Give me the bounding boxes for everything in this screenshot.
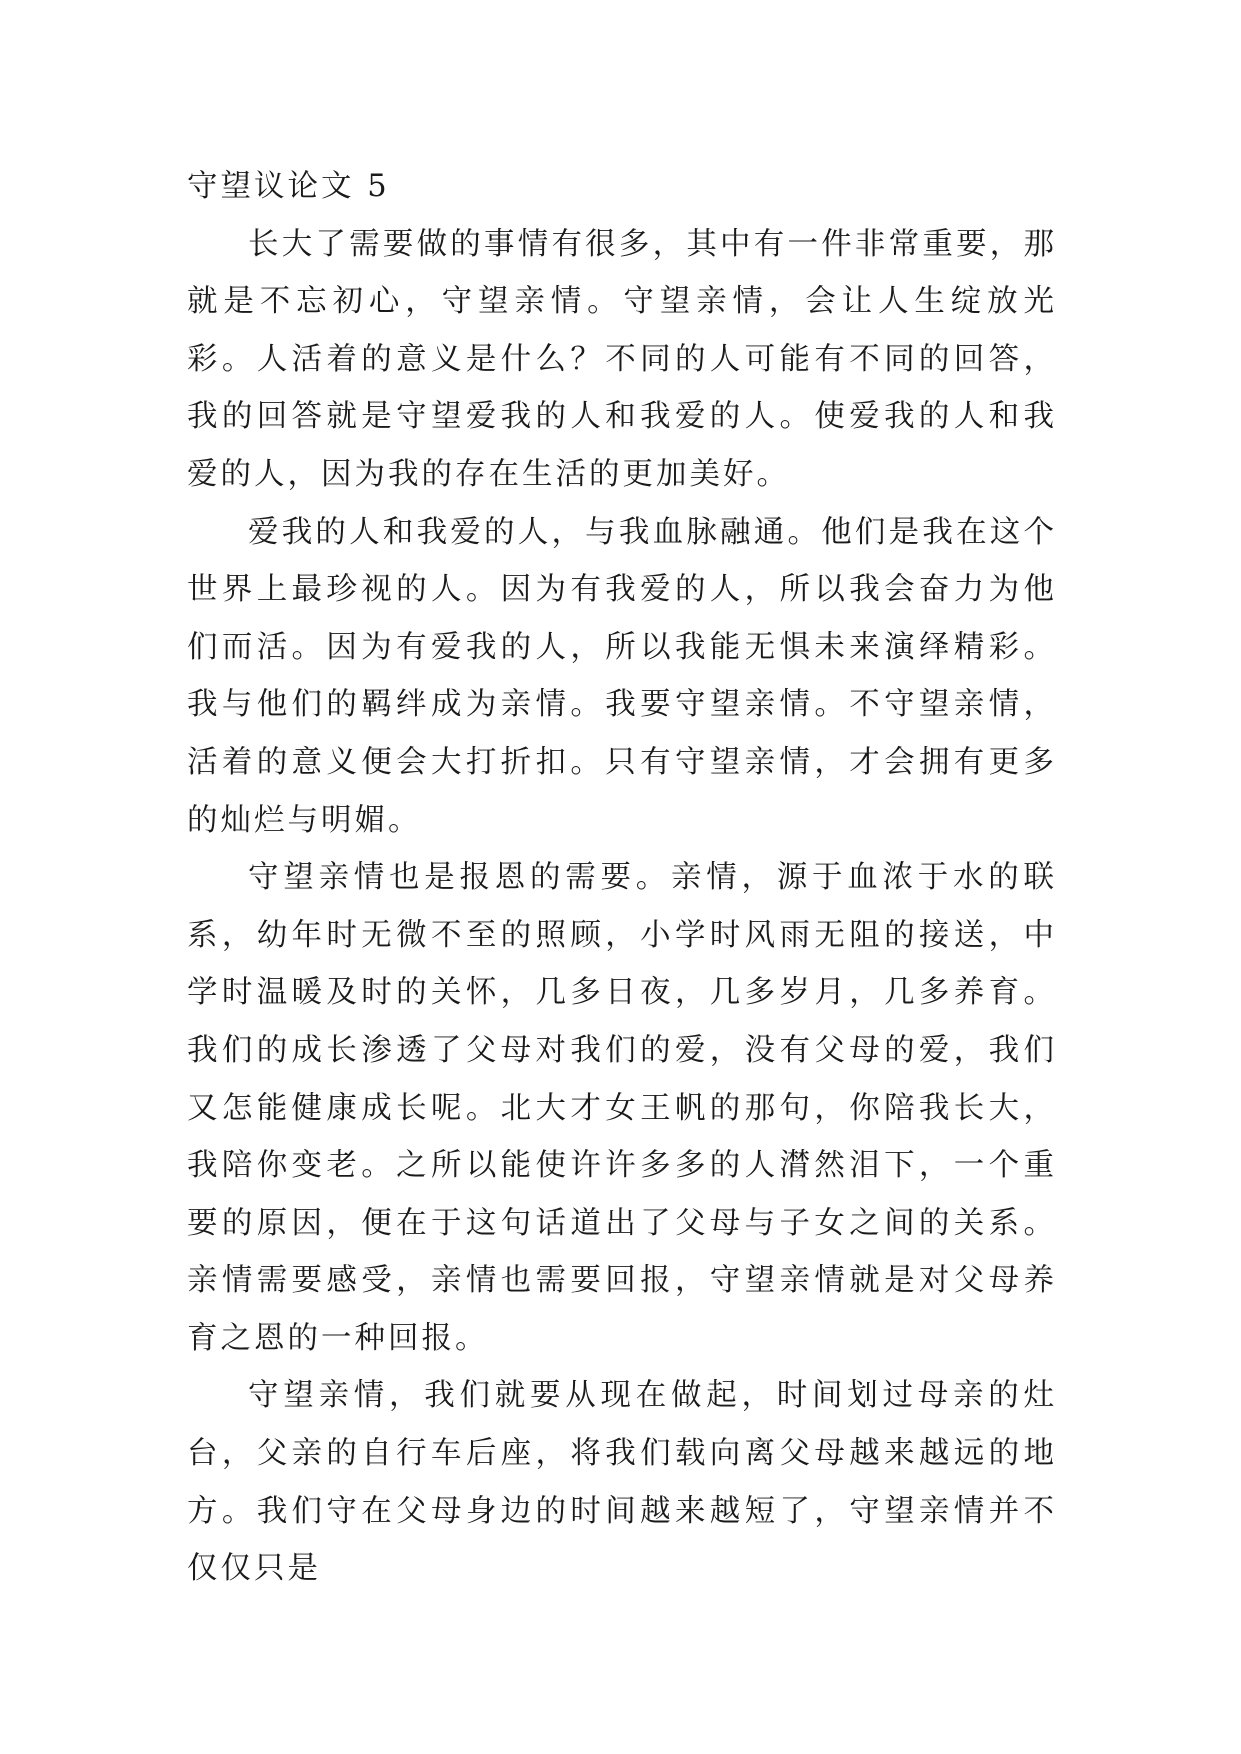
paragraph-4: 守望亲情，我们就要从现在做起，时间划过母亲的灶台，父亲的自行车后座，将我们载向离父母越来越远的地方。我们守在父母身边的时间越来越短了，守望亲情并不仅仅只是 — [187, 1378, 1057, 1587]
paragraph-2: 爱我的人和我爱的人，与我血脉融通。他们是我在这个世界上最珍视的人。因为有我爱的人，所以我会奋力为他们而活。因为有爱我的人，所以我能无惧未来演绎精彩。我与他们的羁绊成为亲情。我要守望亲情。不守望亲情，活着的意义便会大打折扣。只有守望亲情，才会拥有更多的灿烂与明媚。 — [187, 514, 1057, 838]
document-body — [187, 158, 1057, 1598]
document-title: 守望议论文 5 — [187, 169, 390, 204]
paragraph-3: 守望亲情也是报恩的需要。亲情，源于血浓于水的联系，幼年时无微不至的照顾，小学时风雨无阻的接送，中学时温暖及时的关怀，几多日夜，几多岁月，几多养育。我们的成长渗透了父母对我们的爱，没有父母的爱，我们又怎能健康成长呢。北大才女王帆的那句，你陪我长大，我陪你变老。之所以能使许许多多的人潸然泪下，一个重要的原因，便在于这句话道出了父母与子女之间的关系。亲情需要感受，亲情也需要回报，守望亲情就是对父母养育之恩的一种回报。 — [187, 860, 1057, 1356]
paragraph-1: 长大了需要做的事情有很多，其中有一件非常重要，那就是不忘初心，守望亲情。守望亲情，会让人生绽放光彩。人活着的意义是什么？不同的人可能有不同的回答，我的回答就是守望爱我的人和我爱的人。使爱我的人和我爱的人，因为我的存在生活的更加美好。 — [187, 226, 1057, 492]
